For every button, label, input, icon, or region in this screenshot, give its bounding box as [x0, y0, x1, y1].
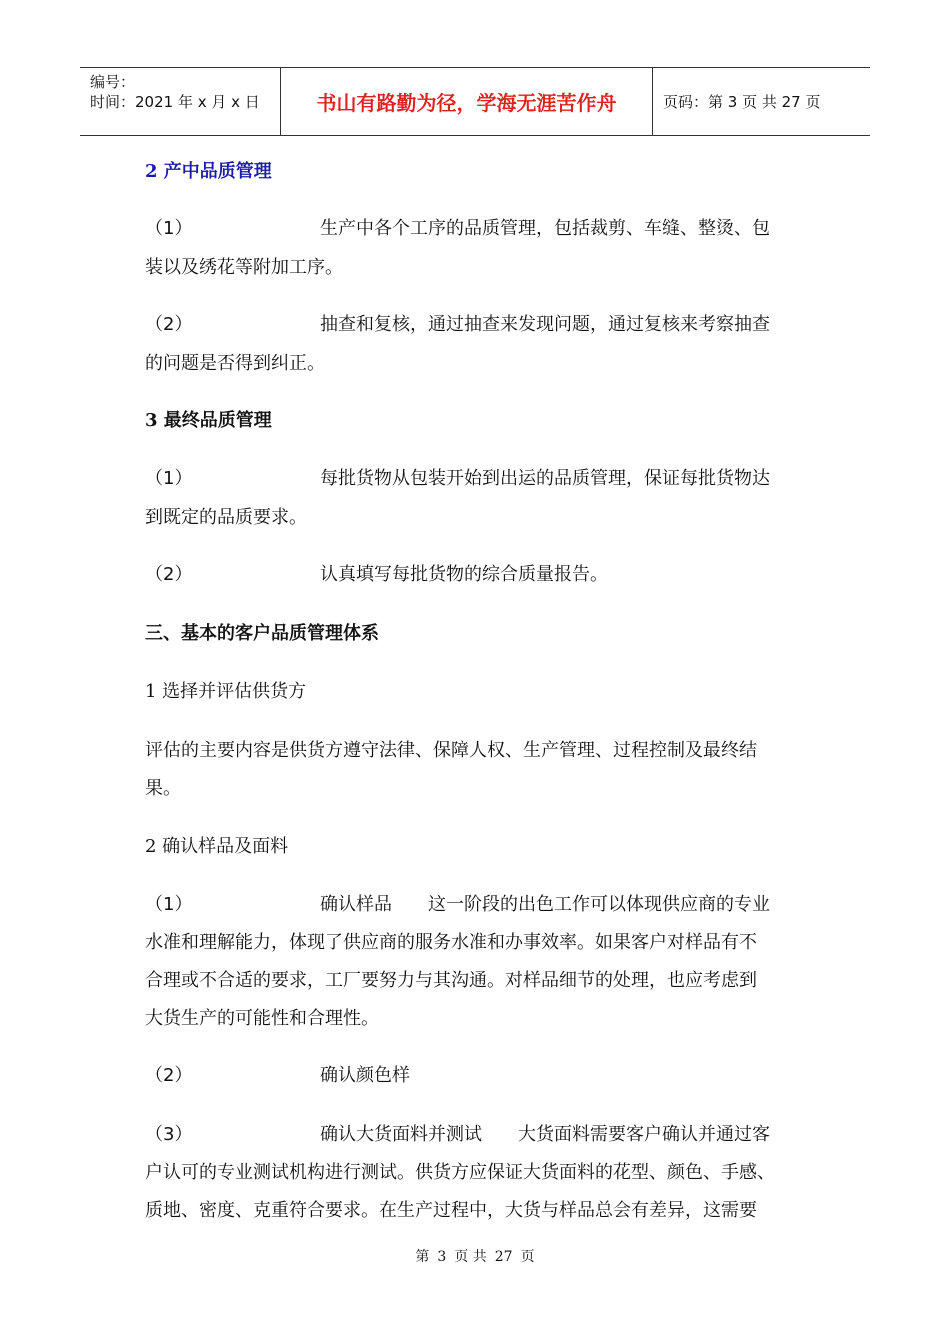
paragraph-line: 评估的主要内容是供货方遵守法律、保障人权、生产管理、过程控制及最终结 [145, 740, 757, 761]
footer-mid: 页 共 [454, 1249, 487, 1265]
paragraph-line [145, 893, 770, 917]
paragraph-line [145, 1123, 770, 1147]
subheading-select-supplier: 1 选择并评估供货方 [145, 681, 307, 702]
paragraph-text: 抽查和复核，通过抽查来发现问题，通过复核来考察抽查 [320, 314, 770, 335]
paragraph-text: 每批货物从包装开始到出运的品质管理，保证每批货物达 [320, 468, 770, 489]
footer-prefix: 第 [415, 1249, 430, 1265]
header-page-info: 页码：第 3 页 共 27 页 [663, 93, 821, 111]
subheading-confirm-samples: 2 确认样品及面料 [145, 836, 289, 857]
item-number: （1） [145, 894, 193, 915]
heading-section-three: 三、基本的客户品质管理体系 [145, 623, 379, 644]
paragraph-line: 合理或不合适的要求，工厂要努力与其沟通。对样品细节的处理，也应考虑到 [145, 970, 757, 991]
item-number: （2） [145, 314, 193, 335]
item-title: 确认大货面料并测试 [320, 1124, 482, 1145]
header-motto: 书山有路勤为径，学海无涯苦作舟 [316, 91, 617, 115]
item-number: （2） [145, 564, 193, 585]
paragraph-line [145, 1064, 410, 1088]
document-date: 时间：2021 年 x 月 x 日 [90, 93, 260, 111]
paragraph-line: 到既定的品质要求。 [145, 507, 307, 528]
paragraph-line [145, 217, 770, 241]
paragraph-text: 这一阶段的出色工作可以体现供应商的专业 [428, 894, 770, 915]
paragraph-line [145, 563, 608, 587]
heading-final-quality: 3 最终品质管理 [145, 410, 272, 431]
page-header [80, 67, 870, 136]
header-meta [80, 68, 281, 135]
header-motto-cell [281, 68, 653, 135]
paragraph-line: 大货生产的可能性和合理性。 [145, 1008, 379, 1029]
paragraph-text: 认真填写每批货物的综合质量报告。 [320, 564, 608, 585]
paragraph-line: 果。 [145, 778, 181, 799]
item-number: （1） [145, 468, 193, 489]
heading-in-production-quality: 2 产中品质管理 [145, 161, 272, 182]
footer-page-number: 3 [437, 1249, 447, 1265]
paragraph-line [145, 313, 770, 337]
paragraph-line: 水准和理解能力，体现了供应商的服务水准和办事效率。如果客户对样品有不 [145, 932, 757, 953]
paragraph-line: 质地、密度、克重符合要求。在生产过程中，大货与样品总会有差异，这需要 [145, 1200, 757, 1221]
paragraph-line: 的问题是否得到纠正。 [145, 353, 325, 374]
item-number: （1） [145, 218, 193, 239]
page-footer [0, 1246, 950, 1266]
item-title: 确认颜色样 [320, 1065, 410, 1086]
item-title: 确认样品 [320, 894, 392, 915]
paragraph-text: 生产中各个工序的品质管理，包括裁剪、车缝、整烫、包 [320, 218, 770, 239]
item-number: （3） [145, 1124, 193, 1145]
footer-total-pages: 27 [494, 1249, 513, 1265]
document-number-label: 编号： [90, 73, 136, 91]
item-number: （2） [145, 1065, 193, 1086]
paragraph-line: 户认可的专业测试机构进行测试。供货方应保证大货面料的花型、颜色、手感、 [145, 1162, 775, 1183]
paragraph-line: 装以及绣花等附加工序。 [145, 257, 343, 278]
paragraph-text: 大货面料需要客户确认并通过客 [518, 1124, 770, 1145]
footer-suffix: 页 [520, 1249, 535, 1265]
paragraph-line [145, 467, 770, 491]
